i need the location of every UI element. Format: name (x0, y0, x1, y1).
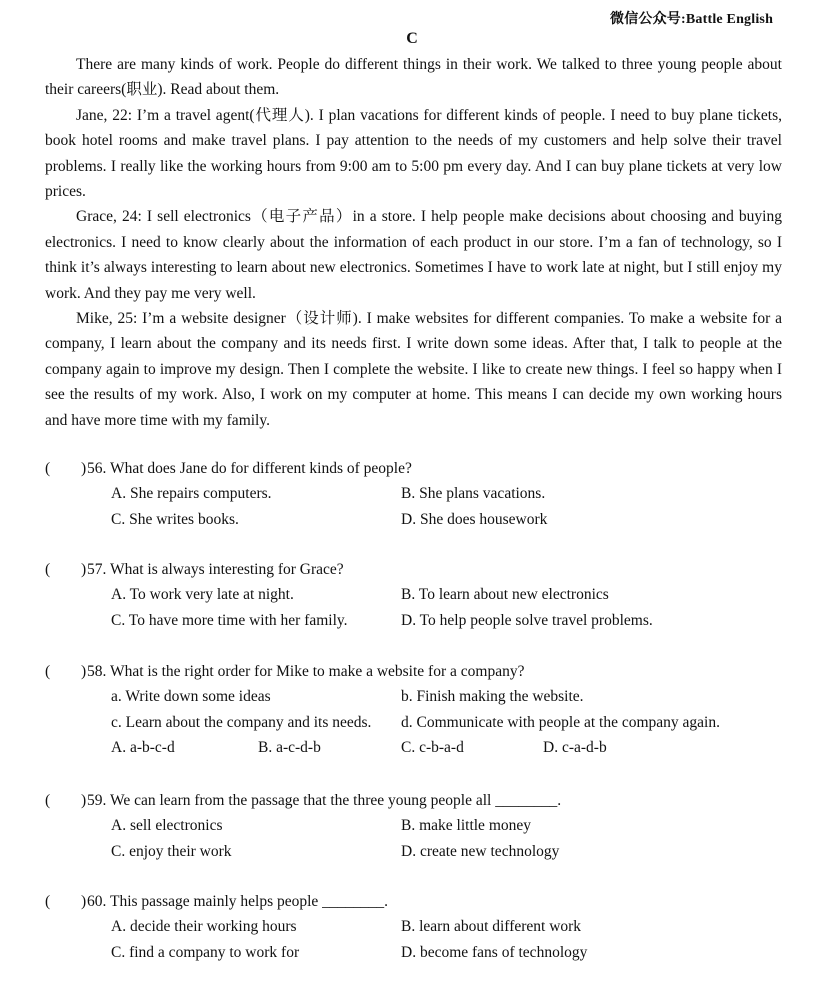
question-59 (45, 788, 785, 864)
option-b: B. make little money (401, 817, 532, 835)
option-c: C. To have more time with her family. (111, 611, 348, 629)
option-b: B. She plans vacations. (401, 485, 546, 503)
step-b: b. Finish making the website. (401, 688, 584, 706)
question-56 (45, 456, 785, 532)
answer-blank-open[interactable]: ( (45, 893, 51, 910)
passage-intro: There are many kinds of work. People do different things in their work. We talked to three young people about their careers(职业). Read about them. (45, 56, 782, 99)
option-a: A. decide their working hours (111, 918, 297, 936)
answer-blank-open[interactable]: ( (45, 792, 51, 809)
option-d: D. become fans of technology (401, 943, 588, 961)
answer-blank-close: ) (81, 460, 87, 477)
section-title: C (406, 30, 418, 47)
option-b: B. a-c-d-b (258, 739, 321, 757)
step-d: d. Communicate with people at the company again. (401, 713, 720, 731)
option-d: D. She does housework (401, 510, 548, 528)
option-d: D. To help people solve travel problems. (401, 611, 653, 629)
question-text: 56. What does Jane do for different kinds of people? (87, 460, 412, 477)
option-b: B. To learn about new electronics (401, 586, 609, 604)
answer-blank-open[interactable]: ( (45, 460, 51, 477)
answer-blank-close: ) (81, 792, 87, 809)
option-a: A. To work very late at night. (111, 586, 294, 604)
answer-blank-open[interactable]: ( (45, 663, 51, 680)
question-60 (45, 889, 785, 965)
passage-grace: Grace, 24: I sell electronics（电子产品）in a store. I help people make decisions about choosing and buying electronics. I need to know clearly about the information of each product in our store. I’m a fan of technology, so I think it’s always interesting to learn about new electronics. Sometimes I have to work late at night, but I still enjoy my work. And they pay me very well. (45, 208, 782, 302)
option-c: C. find a company to work for (111, 943, 300, 961)
option-b: B. learn about different work (401, 918, 582, 936)
option-c: C. c-b-a-d (401, 739, 464, 757)
passage-jane: Jane, 22: I’m a travel agent(代理人). I plan vacations for different kinds of people. I need to buy plane tickets, book hotel rooms and make travel plans. I pay attention to the needs of my customers and help solve their travel problems. I really like the working hours from 9:00 am to 5:00 pm every day. And I can buy plane tickets at very low prices. (45, 106, 782, 201)
passage-mike: Mike, 25: I’m a website designer（设计师). I make websites for different companies. To make a website for a company, I learn about the company and its needs first. I write down some ideas. After that, I talk to people at the company again to improve my design. Then I complete the website. I like to create new things. I feel so happy when I see the results of my work. Also, I work on my computer at home. This means I can decide my own working hours and have more time with my family. (45, 310, 782, 429)
question-text: 58. What is the right order for Mike to make a website for a company? (87, 663, 525, 680)
question-text: 60. This passage mainly helps people ________. (87, 893, 389, 910)
answer-blank-open[interactable]: ( (45, 561, 51, 578)
option-d: D. create new technology (401, 842, 560, 860)
step-a: a. Write down some ideas (111, 688, 271, 706)
question-text: 59. We can learn from the passage that the three young people all ________. (87, 792, 562, 809)
question-text: 57. What is always interesting for Grace? (87, 561, 344, 578)
option-d: D. c-a-d-b (543, 739, 607, 757)
answer-blank-close: ) (81, 561, 87, 578)
answer-blank-close: ) (81, 663, 87, 680)
question-57 (45, 557, 785, 633)
reading-passage (45, 52, 782, 433)
option-a: A. a-b-c-d (111, 739, 175, 757)
wechat-account-label: 微信公众号:Battle English (610, 12, 774, 27)
option-c: C. enjoy their work (111, 842, 232, 860)
option-a: A. sell electronics (111, 817, 223, 835)
option-c: C. She writes books. (111, 510, 239, 528)
step-c: c. Learn about the company and its needs. (111, 713, 372, 731)
option-a: A. She repairs computers. (111, 485, 272, 503)
answer-blank-close: ) (81, 893, 87, 910)
question-58 (45, 659, 785, 761)
